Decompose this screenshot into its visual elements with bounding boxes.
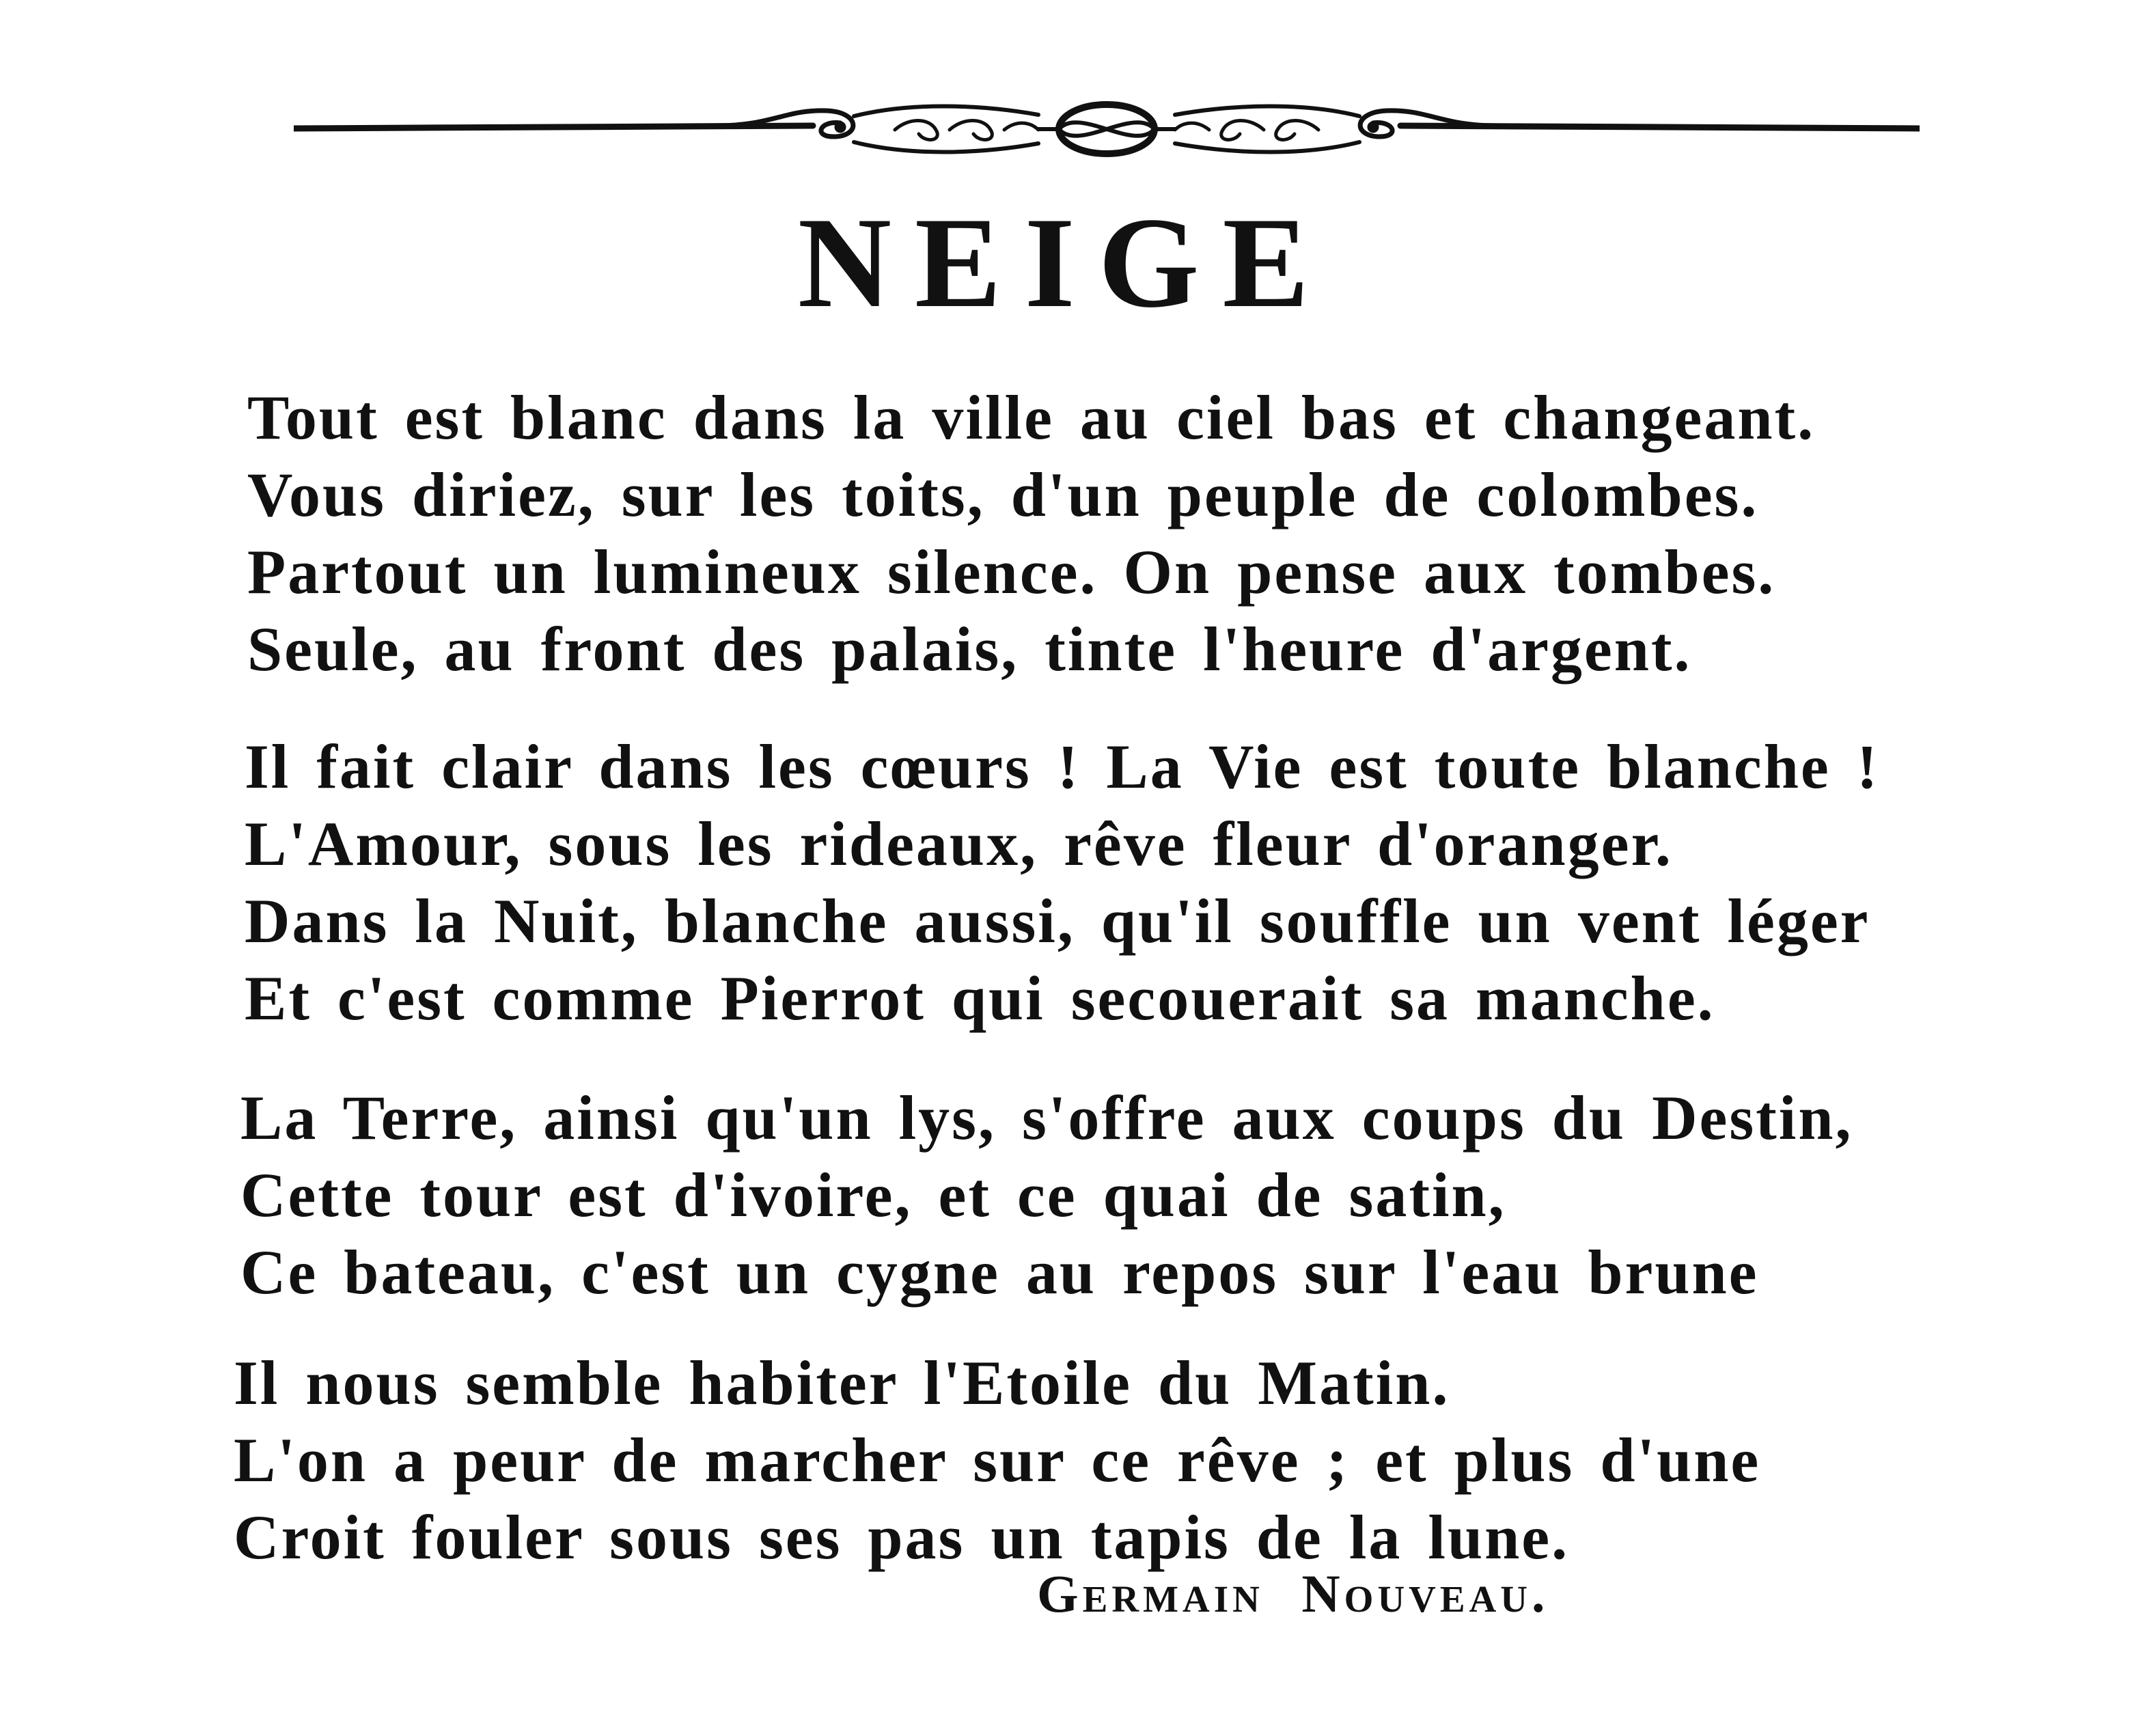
poem-line: Et c'est comme Pierrot qui secouerait sa manche.: [245, 963, 1715, 1033]
poem-line: Tout est blanc dans la ville au ciel bas et changeant.: [247, 383, 1816, 452]
poem-title: NEIGE: [797, 191, 1333, 335]
stanza-3: [240, 1079, 1853, 1311]
stanza-1: [247, 379, 1815, 688]
stanza-2: [245, 728, 1879, 1037]
poem-line: Croit fouler sous ses pas un tapis de la lune.: [234, 1502, 1570, 1572]
poem-line: Cette tour est d'ivoire, et ce quai de satin,: [240, 1160, 1506, 1230]
poem-line: La Terre, ainsi qu'un lys, s'offre aux coups du Destin,: [240, 1083, 1853, 1153]
poem-line: L'on a peur de marcher sur ce rêve ; et plus d'une: [234, 1425, 1761, 1495]
poem-line: Il fait clair dans les cœurs ! La Vie est toute blanche !: [245, 732, 1880, 801]
poem-line: Il nous semble habiter l'Etoile du Matin.: [234, 1348, 1450, 1418]
poem-line: L'Amour, sous les rideaux, rêve fleur d'oranger.: [245, 809, 1673, 879]
poem-line: Ce bateau, c'est un cygne au repos sur l'eau brune: [240, 1237, 1759, 1307]
poem-line: Seule, au front des palais, tinte l'heure d'argent.: [247, 614, 1692, 684]
author-signature: Germain Nouveau.: [1037, 1564, 1549, 1623]
stanza-4: [234, 1345, 1760, 1576]
poem-line: Partout un lumineux silence. On pense aux tombes.: [247, 537, 1776, 607]
poem-line: Vous diriez, sur les toits, d'un peuple de colombes.: [247, 460, 1759, 529]
poem-line: Dans la Nuit, blanche aussi, qu'il souffle un vent léger: [245, 886, 1870, 956]
